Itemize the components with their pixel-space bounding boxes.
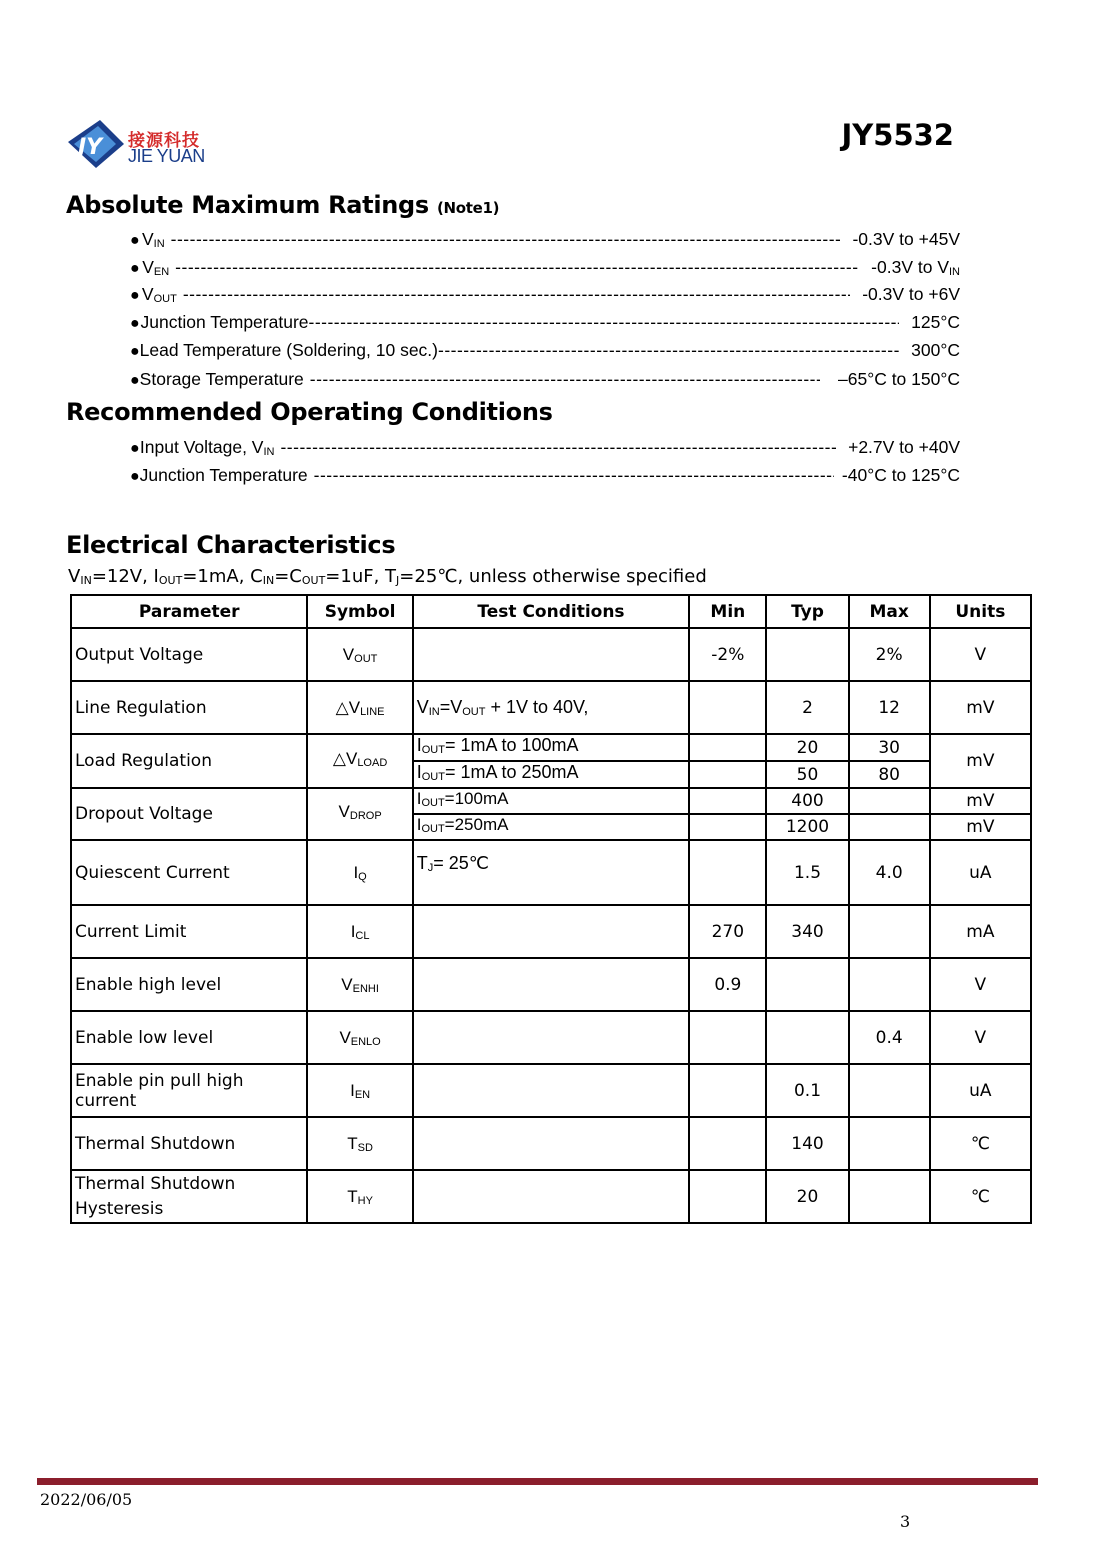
footer-date: 2022/06/05	[40, 1490, 133, 1509]
footer-divider	[37, 1478, 1038, 1485]
logo-text-chinese: 接源科技	[128, 131, 200, 151]
bullet-icon: ●	[130, 315, 140, 332]
leader-dots	[183, 284, 850, 305]
table-header-row	[71, 595, 1031, 628]
table-row-load-regulation-b: $I_{OUT}= 1mA$ to 250mA 50 80	[71, 761, 1031, 788]
logo-mark-icon	[68, 120, 124, 168]
amr-item-vout: ● $V_{OUT}$ ----- -0.3V to +6V	[130, 284, 960, 308]
roc-value: -40°C to 125°C	[841, 465, 960, 485]
roc-title: Recommended Operating Conditions	[66, 398, 553, 426]
table-row-thermal-shutdown: Thermal Shutdown $T_{SD}$ 140 ℃	[71, 1117, 1031, 1170]
amr-item-vin: ● $V_{IN}$ ----- -0.3V to +45V	[130, 229, 960, 253]
leader-dots	[171, 229, 841, 250]
amr-value: 300°C	[911, 340, 960, 360]
amr-item-storage-temp: ● Storage Temperature ----- –65°C to 150°C	[130, 369, 960, 393]
bullet-icon: ●	[130, 287, 140, 304]
header-max: Max	[849, 595, 930, 628]
bullet-icon: ●	[130, 343, 140, 360]
table-row-enable-high-level: Enable high level $V_{ENHI}$ 0.9 V	[71, 958, 1031, 1011]
header-units: Units	[930, 595, 1031, 628]
roc-item-junction-temp: ● Junction Temperature ----- -40°C to 125°C	[130, 465, 960, 489]
table-row-enable-low-level: Enable low level $V_{ENLO}$ 0.4 V	[71, 1011, 1031, 1064]
amr-value: -0.3V to +6V	[862, 284, 960, 304]
amr-item-lead-temp: ● Lead Temperature (Soldering, 10 sec.) ----- 300°C	[130, 340, 960, 364]
amr-value: –65°C to 150°C	[838, 369, 960, 389]
table-row-line-regulation: Line Regulation $\triangle V_{LINE}$ $V_{IN}=V_{OUT} + 1V$ to 40V, 2 12 mV	[71, 681, 1031, 734]
bullet-icon: ●	[130, 468, 140, 485]
table-row-output-voltage: Output Voltage $V_{OUT}$ -2% 2% V	[71, 628, 1031, 681]
header-min: Min	[689, 595, 766, 628]
table-row-enable-pull-high-current: Enable pin pull high current $I_{EN}$ 0.1 uA	[71, 1064, 1031, 1117]
amr-title: Absolute Maximum Ratings (Note1)	[66, 191, 500, 219]
electrical-characteristics-table	[70, 594, 1032, 1224]
leader-dots	[438, 340, 899, 361]
header-test-conditions: Test Conditions	[413, 595, 690, 628]
table-row-dropout-voltage-b: $I_{OUT}=250mA$ 1200 mV	[71, 814, 1031, 840]
leader-dots	[280, 437, 836, 458]
part-number: JY5532	[841, 118, 954, 152]
page-number: 3	[900, 1512, 911, 1531]
roc-item-input-voltage: ● Input Voltage, $V_{IN}$ ----- +2.7V to +40V	[130, 437, 960, 461]
bullet-icon: ●	[130, 260, 140, 277]
roc-value: +2.7V to +40V	[848, 437, 960, 457]
amr-item-junction-temp: ● Junction Temperature ----- 125°C	[130, 312, 960, 336]
bullet-icon: ●	[130, 232, 140, 249]
leader-dots	[309, 312, 900, 333]
amr-value: 125°C	[911, 312, 960, 332]
bullet-icon: ●	[130, 372, 140, 389]
amr-value: -0.3V to +45V	[852, 229, 960, 249]
table-row-quiescent-current: Quiescent Current $I_Q$ $T_J=$ 25℃ 1.5 4.0 uA	[71, 840, 1031, 905]
svg-text:JY: JY	[78, 135, 103, 160]
leader-dots	[310, 369, 820, 390]
table-row-current-limit: Current Limit $I_{CL}$ 270 340 mA	[71, 905, 1031, 958]
bullet-icon: ●	[130, 440, 140, 457]
leader-dots	[314, 465, 834, 486]
header-symbol: Symbol	[307, 595, 412, 628]
amr-item-ven: ● $V_{EN}$ ----- -0.3V to $V_{IN}$	[130, 257, 960, 281]
amr-note: (Note1)	[436, 199, 500, 217]
table-row-thermal-shutdown-hysteresis: Thermal Shutdown Hysteresis $T_{HY}$ 20 ℃	[71, 1170, 1031, 1223]
table-row-load-regulation-a: Load Regulation $\triangle V_{LOAD}$ $I_{OUT}= 1mA$ to 100mA 20 30 mV	[71, 734, 1031, 761]
table-row-dropout-voltage-a: Dropout Voltage $V_{DROP}$ $I_{OUT}=100mA$ 400 mV	[71, 788, 1031, 814]
logo-text-english: JIE YUAN	[128, 146, 205, 166]
ec-conditions: $V_{IN}=12V$, $I_{OUT}=1mA$, $C_{IN}=C_{OUT}=1uF$, $T_J=25℃$, unless otherwise specified	[68, 566, 707, 587]
amr-value: -0.3V to $V_{IN}$	[871, 257, 960, 278]
ec-title: Electrical Characteristics	[66, 531, 396, 559]
header-typ: Typ	[766, 595, 848, 628]
header-parameter: Parameter	[71, 595, 307, 628]
leader-dots	[175, 257, 859, 278]
